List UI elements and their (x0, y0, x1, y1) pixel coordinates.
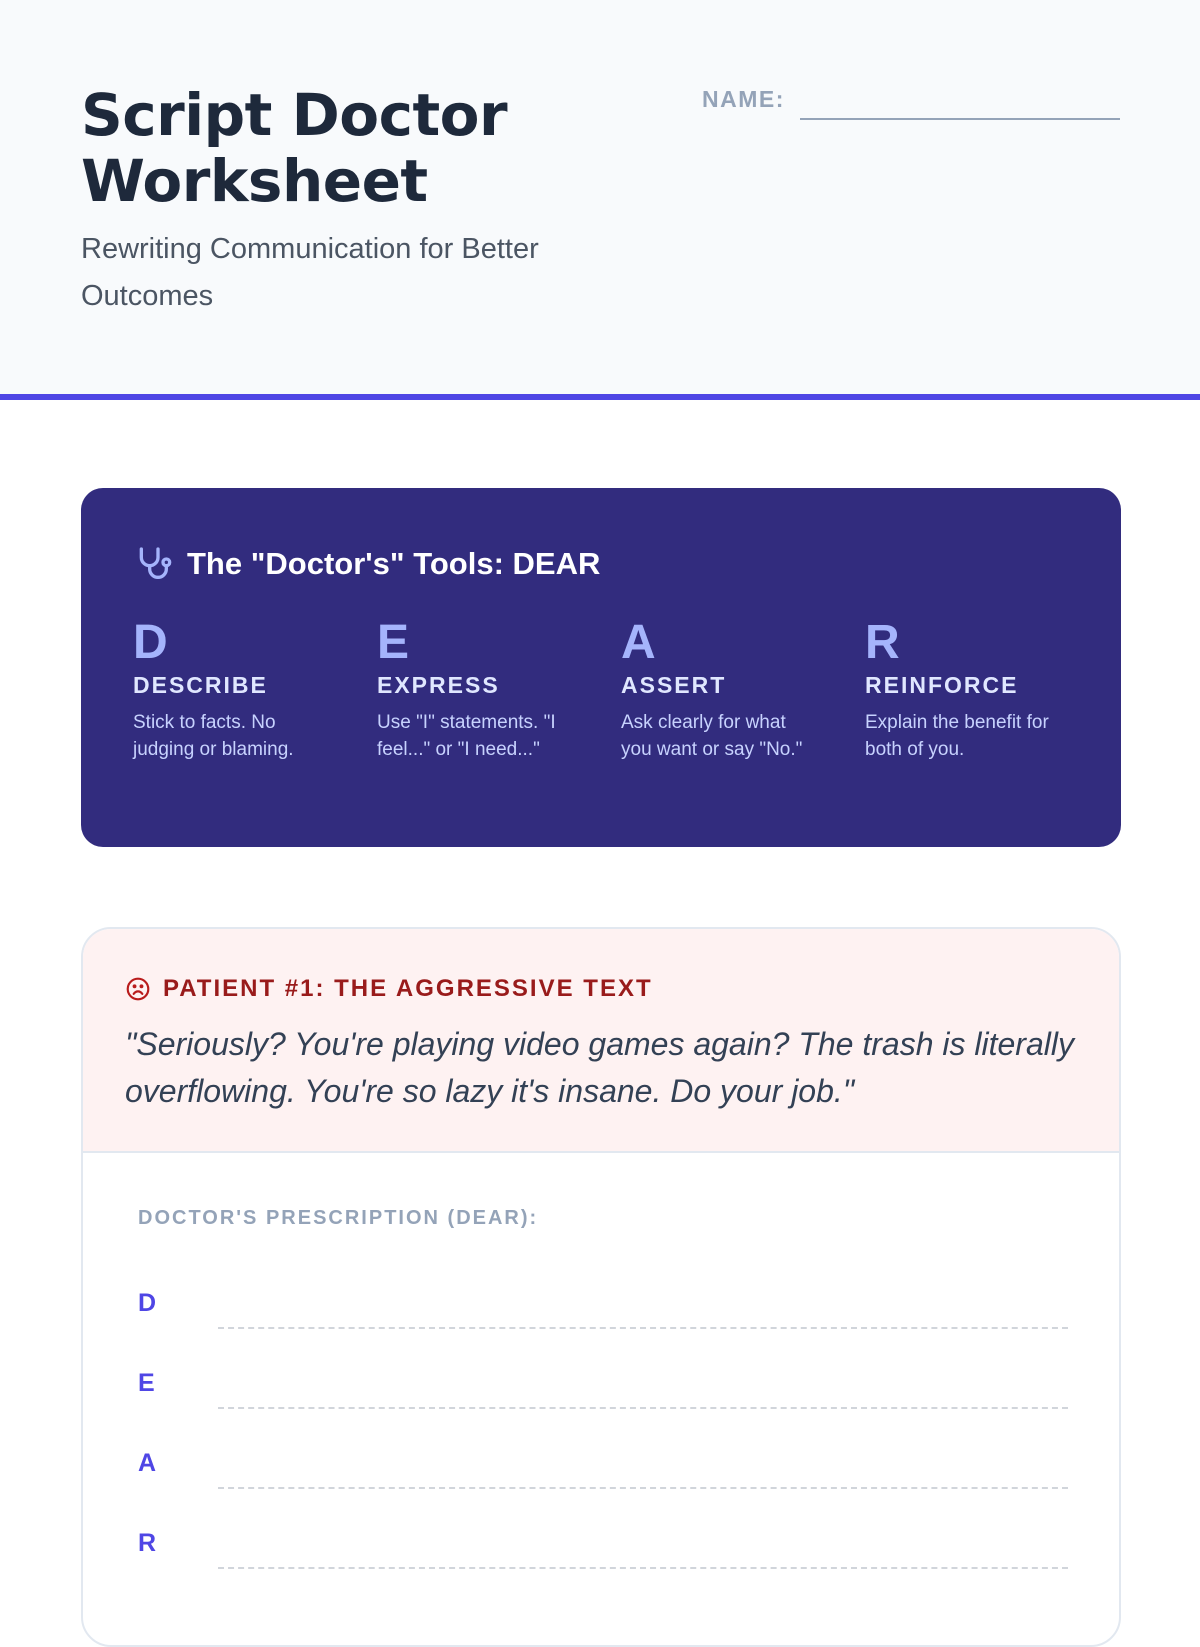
prescription-row-e (138, 1369, 1068, 1409)
name-label: NAME: (702, 86, 785, 112)
step-express (377, 618, 577, 763)
answer-line[interactable] (218, 1487, 1068, 1489)
prescription-row-r (138, 1529, 1068, 1569)
stethoscope-icon (133, 544, 173, 584)
prescription-letter: D (138, 1289, 157, 1317)
step-name: ASSERT (621, 672, 727, 698)
step-description: Stick to facts. No judging or blaming. (133, 712, 294, 760)
patient-label-row (125, 975, 653, 1003)
page-subtitle: Rewriting Communication for Better Outcomes (81, 233, 539, 312)
prescription-row-a (138, 1449, 1068, 1489)
step-name: DESCRIBE (133, 672, 268, 698)
step-describe (133, 618, 333, 763)
prescription-row-d (138, 1289, 1068, 1329)
answer-line[interactable] (218, 1327, 1068, 1329)
worksheet-header (0, 0, 1200, 400)
page-title: Script Doctor Worksheet (81, 81, 508, 215)
step-assert (621, 618, 821, 763)
step-letter: A (621, 616, 656, 669)
step-description: Explain the benefit for both of you. (865, 712, 1049, 760)
step-letter: E (377, 616, 410, 669)
frown-face-icon (125, 976, 151, 1002)
answer-line[interactable] (218, 1407, 1068, 1409)
step-name: EXPRESS (377, 672, 500, 698)
step-description: Use "I" statements. "I feel..." or "I need..." (377, 712, 556, 760)
patient-quote: "Seriously? You're playing video games again? The trash is literally overflowing. You're so lazy it's insane. Do your job." (125, 1026, 1074, 1109)
answer-line[interactable] (218, 1567, 1068, 1569)
prescription-letter: E (138, 1369, 155, 1397)
step-reinforce (865, 618, 1065, 763)
tools-title: The "Doctor's" Tools: DEAR (187, 546, 601, 581)
prescription-letter: A (138, 1449, 157, 1477)
patient-scenario (83, 929, 1119, 1153)
step-letter: D (133, 616, 168, 669)
patient-card (81, 927, 1121, 1647)
step-description: Ask clearly for what you want or say "No." (621, 712, 803, 760)
step-name: REINFORCE (865, 672, 1019, 698)
prescription-label: DOCTOR'S PRESCRIPTION (DEAR): (138, 1207, 539, 1229)
tools-heading (133, 544, 600, 584)
step-letter: R (865, 616, 900, 669)
name-field[interactable] (800, 118, 1120, 120)
prescription-letter: R (138, 1529, 157, 1557)
dear-tools-panel (81, 488, 1121, 847)
patient-label: PATIENT #1: THE AGGRESSIVE TEXT (163, 975, 653, 1002)
